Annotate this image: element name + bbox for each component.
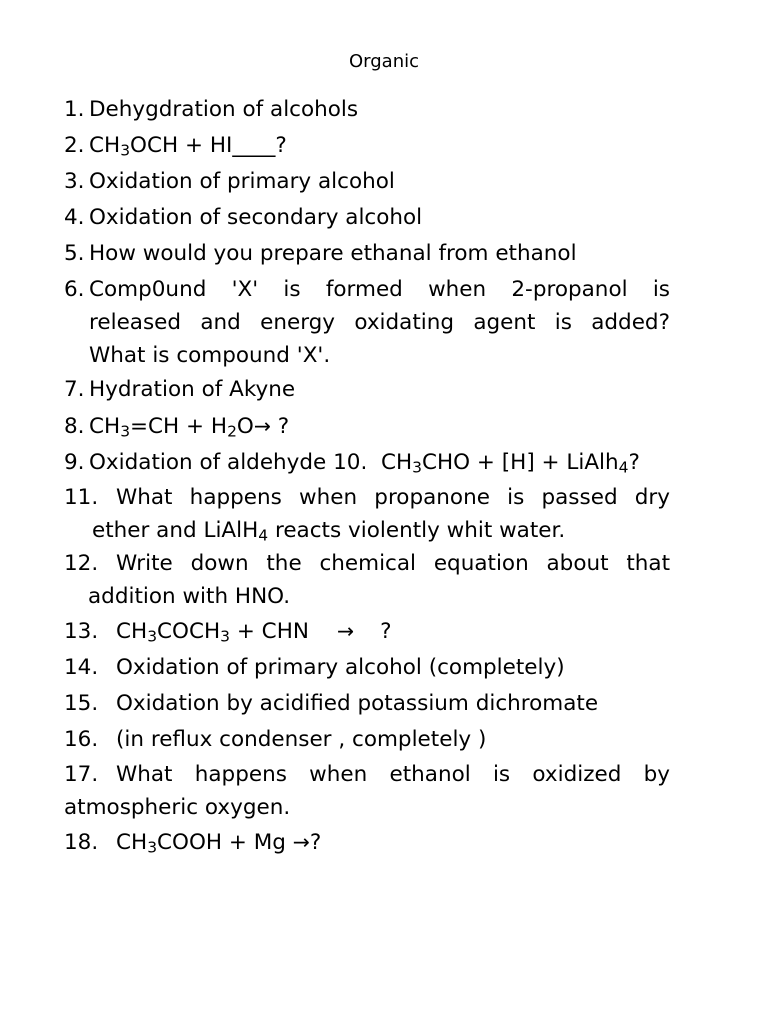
item-text: 12. Write down the chemical equation about that addition with HNO.	[64, 547, 670, 613]
list-item	[64, 722, 670, 758]
item-text: $CH_3OCH$ + HI____?	[89, 133, 287, 160]
item-number: 5.	[64, 241, 85, 266]
arrow-icon: →	[292, 830, 310, 854]
item-text: $CH_3COOH + Mg$ →?	[116, 830, 322, 857]
item-text: Oxidation of primary alcohol (completely)	[116, 655, 565, 680]
item-text: $CH_3=CH + H_2O\to$ ?	[89, 414, 290, 441]
item-number: 1.	[64, 97, 85, 122]
item-text: Oxidation of aldehyde 10. $CH_3CHO + [H]$ + LiAlh$_4$?	[89, 450, 640, 477]
list-item	[64, 650, 670, 686]
item-text: (in reflux condenser , completely )	[116, 727, 487, 752]
item-text: 17. What happens when ethanol is oxidized by atmospheric oxygen.	[64, 758, 670, 824]
item-number: 17.	[64, 762, 99, 787]
list-item	[64, 408, 670, 445]
list-item	[64, 236, 670, 272]
item-number: 3.	[64, 169, 85, 194]
item-number: 7.	[64, 377, 85, 402]
item-number: 15.	[64, 691, 99, 716]
question-list	[64, 92, 670, 861]
list-item	[64, 272, 670, 372]
item-text: How would you prepare ethanal from ethanol	[89, 241, 577, 266]
list-item	[64, 164, 670, 200]
item-number: 9.	[64, 450, 85, 475]
list-item	[64, 128, 670, 164]
list-item	[64, 824, 670, 861]
item-number: 13.	[64, 619, 99, 644]
item-text: Oxidation by acidified potassium dichromate	[116, 691, 599, 716]
item-text: 11. What happens when propanone is passed dry ether and LiAlH$_4$ reacts violently whit water.	[64, 481, 670, 547]
item-number: 8.	[64, 414, 85, 439]
item-text: Hydration of Akyne	[89, 377, 296, 402]
list-item	[64, 372, 670, 408]
item-text: Oxidation of secondary alcohol	[89, 205, 423, 230]
list-item	[64, 445, 670, 481]
list-item	[64, 481, 670, 547]
list-item	[64, 686, 670, 722]
item-text: Dehygdration of alcohols	[89, 97, 359, 122]
item-number: 4.	[64, 205, 85, 230]
item-number: 2.	[64, 133, 85, 158]
list-item	[64, 92, 670, 128]
list-item	[64, 200, 670, 236]
list-item	[64, 547, 670, 613]
item-number: 12.	[64, 551, 99, 576]
item-text: $CH_3COCH_3$ + CHN → ?	[116, 619, 392, 646]
item-text: Oxidation of primary alcohol	[89, 169, 395, 194]
item-number: 16.	[64, 727, 99, 752]
arrow-icon: →	[336, 619, 355, 643]
item-text: Comp0und 'X' is formed when 2-propanol is released and energy oxidating agent is added? What is compound 'X'.	[89, 277, 670, 368]
item-number: 6.	[64, 277, 85, 302]
arrow-icon: →	[253, 414, 271, 438]
item-number: 14.	[64, 655, 99, 680]
page-title: Organic	[348, 51, 419, 72]
list-item	[64, 613, 670, 650]
item-number: 11.	[64, 485, 99, 510]
list-item	[64, 758, 670, 824]
item-number: 18.	[64, 830, 99, 855]
